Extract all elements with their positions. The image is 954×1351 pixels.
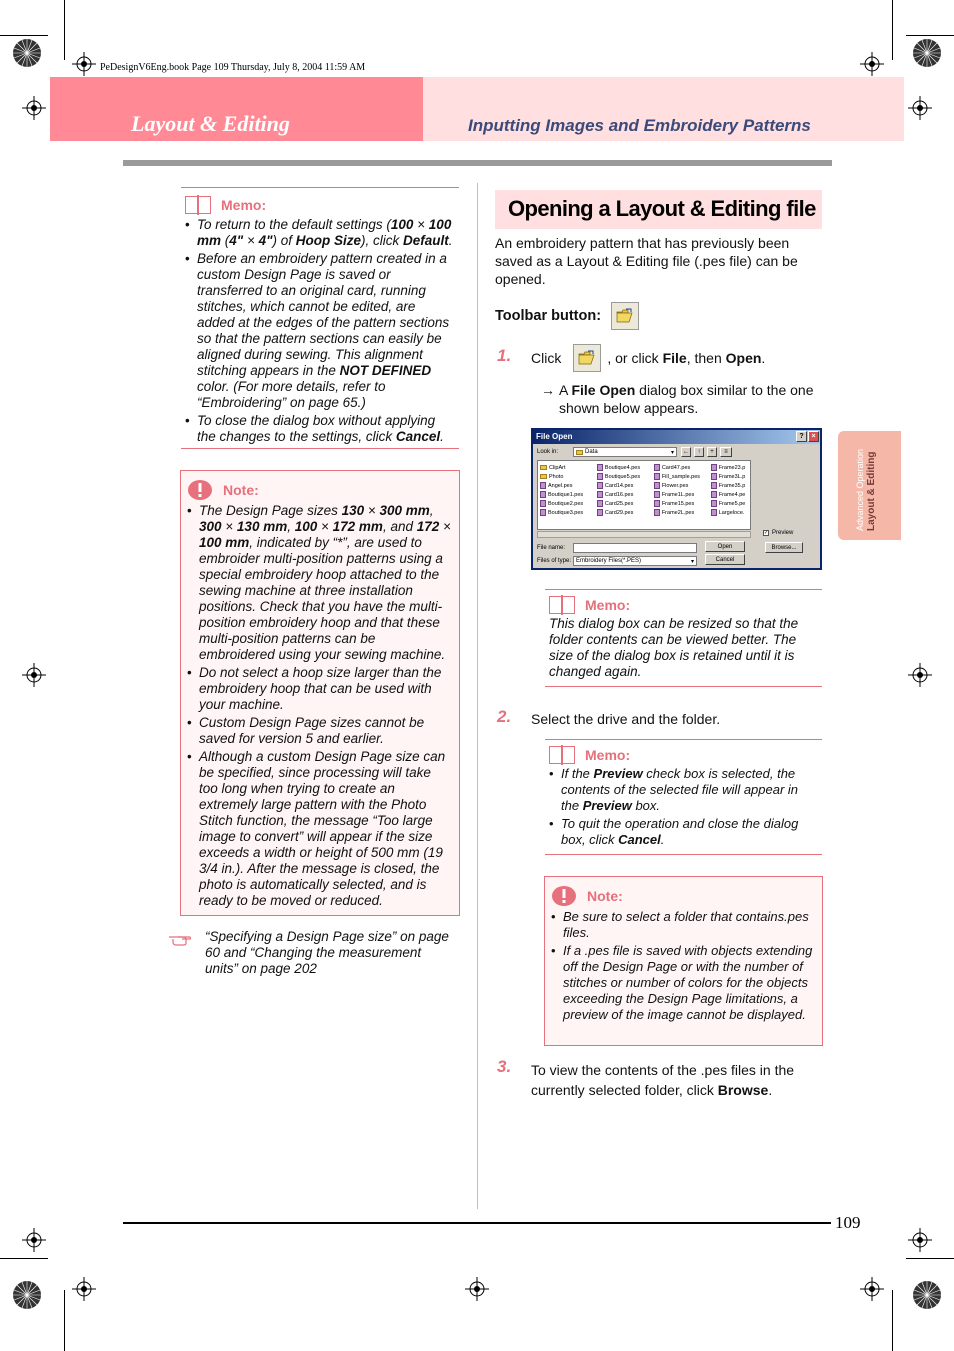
text-segment: × (317, 519, 333, 534)
side-chapter-tab[interactable] (838, 431, 901, 540)
up-folder-icon[interactable]: ↑ (694, 447, 704, 457)
file-name: Frame23.p (718, 464, 746, 471)
browse-button[interactable]: Browse... (765, 542, 803, 553)
file-name: Card29.pes (604, 509, 634, 516)
chapter-subtitle: Inputting Images and Embroidery Patterns (468, 116, 811, 135)
file-name: Frame2L.pes (661, 509, 695, 516)
file-name: Card47.pes (661, 464, 691, 471)
pes-file-icon (597, 500, 603, 507)
text-segment: To quit the operation and close the dialog box, click (561, 816, 799, 847)
pes-file-icon (654, 482, 660, 489)
pes-file-icon (711, 491, 717, 498)
step3-text-part: To view the contents of the .pes files in the currently selected folder, click (531, 1062, 795, 1098)
look-in-select[interactable] (573, 447, 677, 457)
step1-text-part: . (761, 350, 766, 366)
text-segment: To close the dialog box without applying the changes to the settings, click (197, 413, 436, 444)
file-name: Frame1L.pes (661, 491, 695, 498)
file-name: Angel.pes (548, 482, 573, 489)
file-list-item[interactable] (654, 499, 709, 508)
cross-reference-link[interactable]: “Specifying a Design Page size” on page 60 and “Changing the measurement units” on page 202 (205, 929, 449, 976)
text-segment: × (221, 519, 237, 534)
open-folder-icon (616, 308, 634, 324)
view-menu-icon[interactable]: ≡ (720, 447, 732, 457)
emphasized-text: 300 (199, 519, 222, 534)
cancel-button[interactable]: Cancel (705, 554, 745, 565)
note-list (551, 909, 816, 1023)
open-toolbar-button[interactable] (611, 302, 639, 330)
file-list-item[interactable] (654, 490, 709, 499)
header-rule (123, 160, 832, 166)
pes-file-icon (597, 473, 603, 480)
memo-heading (549, 596, 818, 614)
pointing-hand-icon (168, 931, 192, 947)
browse-ref: Browse (717, 1082, 769, 1098)
registration-crosshair-icon (72, 1277, 96, 1301)
pes-file-icon (597, 491, 603, 498)
pes-file-icon (540, 509, 546, 516)
registration-crosshair-icon (860, 1277, 884, 1301)
file-name: Card14.pes (604, 482, 634, 489)
step1-click-label: Click (531, 350, 562, 366)
text-segment: . (440, 429, 444, 444)
folder-icon (540, 465, 547, 470)
file-list-item[interactable] (597, 490, 652, 499)
registration-crosshair-icon (22, 663, 46, 687)
file-list-item[interactable] (540, 490, 595, 499)
step3-text-part: . (768, 1082, 773, 1098)
crop-line (906, 1258, 954, 1259)
crop-line (906, 35, 954, 36)
file-list-column (540, 463, 595, 527)
text-segment: The Design Page sizes (199, 503, 342, 518)
text-segment: . (660, 832, 665, 847)
pes-file-icon (711, 482, 717, 489)
emphasized-text: 172 (416, 519, 440, 534)
file-name: Boutique1.pes (548, 491, 584, 498)
emphasized-text: Preview (582, 798, 632, 813)
file-list-item[interactable] (654, 481, 709, 490)
registration-rosette-icon (912, 1280, 942, 1310)
result-text-part: dialog box similar to the one shown below appears. (559, 382, 814, 416)
registration-crosshair-icon (465, 1277, 489, 1301)
file-type-select[interactable] (573, 556, 697, 566)
memo-box (181, 187, 459, 449)
emphasized-text: 130 (341, 503, 365, 518)
warning-icon (187, 479, 213, 501)
emphasized-text: 100 mm (199, 535, 250, 550)
result-arrow: → (541, 382, 555, 398)
pes-file-icon (654, 509, 660, 516)
text-segment: Custom Design Page sizes cannot be saved for version 5 and earlier. (199, 715, 425, 746)
crop-line (892, 0, 893, 60)
list-item (185, 217, 455, 249)
crop-line (0, 35, 48, 36)
dialog-body (533, 444, 820, 568)
emphasized-text: 4" (258, 233, 273, 248)
crop-line (64, 0, 65, 60)
dialog-titlebar (533, 430, 820, 444)
registration-rosette-icon (12, 38, 42, 68)
dialog-toolbar (681, 447, 732, 457)
step-number: 1. (497, 346, 512, 365)
column-divider (477, 183, 478, 1209)
registration-crosshair-icon (908, 663, 932, 687)
file-type-label: Files of type: (537, 558, 572, 564)
emphasized-text: Default (403, 233, 449, 248)
memo-text: This dialog box can be resized so that the folder contents can be viewed better. The size of the dialog box is retained until it is changed again. (549, 616, 799, 679)
crop-line (64, 1290, 65, 1351)
file-list-item[interactable] (711, 481, 748, 490)
look-in-label: Look in: (537, 449, 559, 455)
text-segment: color. (For more details, refer to “Embroidering” on page 65.) (197, 379, 386, 410)
emphasized-text: 172 mm (332, 519, 383, 534)
pes-file-icon (711, 509, 717, 516)
file-name-label: File name: (537, 545, 566, 551)
page-title: Opening a Layout & Editing file (508, 196, 816, 221)
warning-icon (551, 885, 577, 907)
open-folder-icon (578, 350, 596, 366)
pes-file-icon (597, 509, 603, 516)
text-segment: × (413, 217, 429, 232)
pes-file-icon (654, 473, 660, 480)
emphasized-text: 100 (390, 217, 414, 232)
text-segment: ) of (272, 233, 296, 248)
file-list-item[interactable] (711, 472, 748, 481)
help-button[interactable]: ? (796, 431, 807, 442)
file-name: Boutique2.pes (548, 500, 584, 507)
side-tab-label (854, 449, 878, 531)
side-tab-line2: Layout & Editing (866, 451, 877, 531)
memo-list (549, 766, 818, 848)
file-name: Largeloce. (718, 509, 745, 516)
file-name: Frame5.pe (718, 500, 746, 507)
text-segment: , and (382, 519, 417, 534)
step2-text: Select the drive and the folder. (531, 711, 721, 727)
registration-rosette-icon (12, 1280, 42, 1310)
file-name: Flower.pes (661, 482, 689, 489)
file-list-item[interactable] (597, 508, 652, 517)
pes-file-icon (654, 491, 660, 498)
file-list-column (597, 463, 652, 527)
text-segment: × (439, 519, 451, 534)
note-box (544, 876, 823, 1046)
file-name: Fill_sample.pes (661, 473, 701, 480)
crop-line (892, 1290, 893, 1351)
emphasized-text: 4" (229, 233, 244, 248)
back-icon[interactable]: ← (683, 449, 689, 455)
preview-checkbox[interactable]: ✓ (764, 530, 769, 536)
step-number: 2. (497, 707, 512, 726)
note-list (187, 503, 453, 909)
text-segment: box. (631, 798, 661, 813)
preview-checkbox-row (763, 530, 793, 536)
emphasized-text: 130 mm (236, 519, 288, 534)
file-name-input[interactable] (573, 543, 697, 553)
memo-box (545, 589, 822, 687)
list-item (187, 665, 453, 713)
step1-text (531, 344, 765, 372)
text-segment: ( (221, 233, 230, 248)
text-segment: , indicated by “*”, are used to embroider multi-position patterns using a special embroidery hoop attached to the sewing machine at three installation positions. Check that you have the multi-position embroidery hoop and that these multi-position patterns can be embroidered using your sewing machine. (199, 535, 446, 662)
list-item (185, 413, 455, 445)
emphasized-text: Cancel (618, 832, 661, 847)
file-name: Frame4.pe (718, 491, 746, 498)
pes-file-icon (711, 464, 717, 471)
file-list-item[interactable] (540, 463, 595, 472)
pes-file-icon (540, 491, 546, 498)
memo-heading (549, 746, 818, 764)
list-item (549, 816, 818, 848)
file-list-item[interactable] (711, 490, 748, 499)
emphasized-text: Preview (593, 766, 643, 781)
file-name: ClipArt (549, 464, 566, 471)
pes-file-icon (711, 473, 717, 480)
file-list-item[interactable] (654, 508, 709, 517)
file-list-item[interactable] (540, 499, 595, 508)
emphasized-text: Cancel (395, 429, 441, 444)
file-menu-ref: File (662, 350, 687, 366)
step1-result (541, 381, 821, 417)
file-list-item[interactable] (597, 463, 652, 472)
memo-heading-label: Memo: (221, 197, 267, 213)
list-item (187, 749, 453, 909)
text-segment: × (364, 503, 380, 518)
file-list-item[interactable] (540, 472, 595, 481)
pes-file-icon (654, 464, 660, 471)
file-list-column (711, 463, 748, 527)
emphasized-text: 100 (294, 519, 318, 534)
page-number: 109 (835, 1213, 861, 1232)
registration-crosshair-icon (72, 52, 96, 76)
note-box (180, 470, 460, 916)
step-number: 3. (497, 1057, 512, 1076)
memo-icon (549, 596, 575, 614)
result-text-part: A (559, 382, 572, 398)
toolbar-button-row (495, 302, 639, 330)
memo-box (545, 739, 822, 855)
chevron-down-icon: ▾ (690, 558, 694, 565)
intro-text: An embroidery pattern that has previously been saved as a Layout & Editing file (.pes file) can be opened. (495, 235, 798, 287)
section-title: Layout & Editing (131, 111, 290, 136)
pes-file-icon (540, 482, 546, 489)
book-info: PeDesignV6Eng.book Page 109 Thursday, July 8, 2004 11:59 AM (100, 62, 366, 73)
file-list (537, 460, 751, 530)
text-segment: Do not select a hoop size larger than the embroidery hoop that can be used with your machine. (199, 665, 442, 712)
close-button[interactable]: × (808, 431, 819, 442)
text-segment: To return to the default settings ( (197, 217, 391, 232)
memo-heading (185, 196, 455, 214)
memo-list (185, 217, 455, 445)
memo-icon (549, 746, 575, 764)
list-item (185, 251, 455, 411)
emphasized-text: 300 mm (379, 503, 430, 518)
list-item (549, 766, 818, 814)
open-button[interactable]: Open (705, 541, 745, 552)
emphasized-text: NOT DEFINED (339, 363, 432, 378)
text-segment: If the (561, 766, 594, 781)
note-heading-label: Note: (223, 482, 259, 498)
registration-crosshair-icon (22, 96, 46, 120)
folder-icon (540, 474, 547, 479)
file-list-item[interactable] (711, 463, 748, 472)
step3-text (531, 1060, 816, 1100)
file-name: Photo (549, 473, 564, 480)
registration-crosshair-icon (908, 96, 932, 120)
file-list-item[interactable] (711, 499, 748, 508)
preview-label: Preview (772, 530, 794, 536)
pes-file-icon (540, 500, 546, 507)
file-list-item[interactable] (597, 481, 652, 490)
file-list-item[interactable] (654, 463, 709, 472)
pes-file-icon (711, 500, 717, 507)
step1-result-text (559, 381, 821, 417)
file-list-item[interactable] (597, 499, 652, 508)
list-item (551, 909, 816, 941)
file-name: Frame35.p (718, 482, 746, 489)
footer-rule (123, 1222, 831, 1224)
memo-icon (185, 196, 211, 214)
list-item (187, 503, 453, 663)
file-list-item[interactable] (540, 481, 595, 490)
file-name: Card16.pes (604, 491, 634, 498)
registration-crosshair-icon (908, 1228, 932, 1252)
toolbar-label: Toolbar button: (495, 308, 602, 324)
text-segment: Before an embroidery pattern created in a custom Design Page is saved or transferred to an original card, running stitches, which cannot be edited, are added at the edges of the pattern sections so that the pattern sections can easily be aligned during sewing. This alignment stitching appears in the (197, 251, 450, 378)
step1-text-part: , or click (607, 350, 663, 366)
file-list-item[interactable] (597, 472, 652, 481)
note-heading-label: Note: (587, 888, 623, 904)
file-name: Card25.pes (604, 500, 634, 507)
file-list-column (654, 463, 709, 527)
folder-icon (576, 450, 583, 455)
file-name: Frame3L.p (718, 473, 746, 480)
pes-file-icon (654, 500, 660, 507)
text-segment: If a .pes file is saved with objects extending off the Design Page or with the number of stitches or number of colors for the objects exceeding the Design Page limitations, a preview of the image cannot be displayed. (563, 943, 813, 1022)
registration-crosshair-icon (22, 1228, 46, 1252)
note-heading (187, 479, 453, 501)
text-segment: ), click (361, 233, 404, 248)
file-name: Boutique5.pes (604, 473, 641, 480)
new-folder-icon[interactable]: + (707, 447, 717, 457)
emphasized-text: 100 mm (197, 217, 452, 248)
dialog-title: File Open (536, 432, 573, 441)
file-name: Boutique4.pes (604, 464, 641, 471)
chevron-down-icon: ▾ (670, 449, 674, 456)
file-type-value: Embroidery Files(*.PES) (576, 558, 642, 564)
open-toolbar-button[interactable] (573, 344, 601, 372)
list-item (187, 715, 453, 747)
text-segment: Although a custom Design Page size can be specified, since processing will take too long when trying to create an extremely large pattern with the Photo Stitch function, the message “Too large image to convert” will appear if the size exceeds a width or height of 500 mm (19 3/4 in.). After the message is closed, the photo is automatically selected, and is ready to be moved or reduced. (199, 749, 446, 908)
file-open-ref: File Open (571, 382, 636, 398)
side-tab-line1: Advanced Operation (855, 448, 865, 531)
text-segment: Be sure to select a folder that contains.pes files. (563, 909, 809, 940)
pes-file-icon (597, 482, 603, 489)
text-segment: . (448, 233, 453, 248)
file-name: Frame15.pes (661, 500, 695, 507)
text-segment: × (243, 233, 259, 248)
step1-text-part: , then (686, 350, 726, 366)
text-segment: , (429, 503, 434, 518)
file-list-item[interactable] (540, 508, 595, 517)
open-menu-ref: Open (725, 350, 762, 366)
look-in-value: Data (585, 449, 598, 455)
file-open-dialog (531, 428, 822, 570)
file-list-item[interactable] (711, 508, 748, 517)
note-heading (551, 885, 816, 907)
memo-heading-label: Memo: (585, 597, 631, 613)
file-list-item[interactable] (654, 472, 709, 481)
emphasized-text: Hoop Size (295, 233, 362, 248)
pes-file-icon (597, 464, 603, 471)
registration-rosette-icon (912, 38, 942, 68)
memo-heading-label: Memo: (585, 747, 631, 763)
file-name: Boutique3.pes (548, 509, 584, 516)
crop-line (0, 1258, 48, 1259)
dialog-title-buttons (796, 431, 819, 442)
text-segment: check box is selected, the contents of the selected file will appear in the (561, 766, 799, 813)
text-segment: , (287, 519, 295, 534)
horizontal-scrollbar[interactable] (537, 531, 751, 538)
list-item (551, 943, 816, 1023)
registration-crosshair-icon (860, 52, 884, 76)
